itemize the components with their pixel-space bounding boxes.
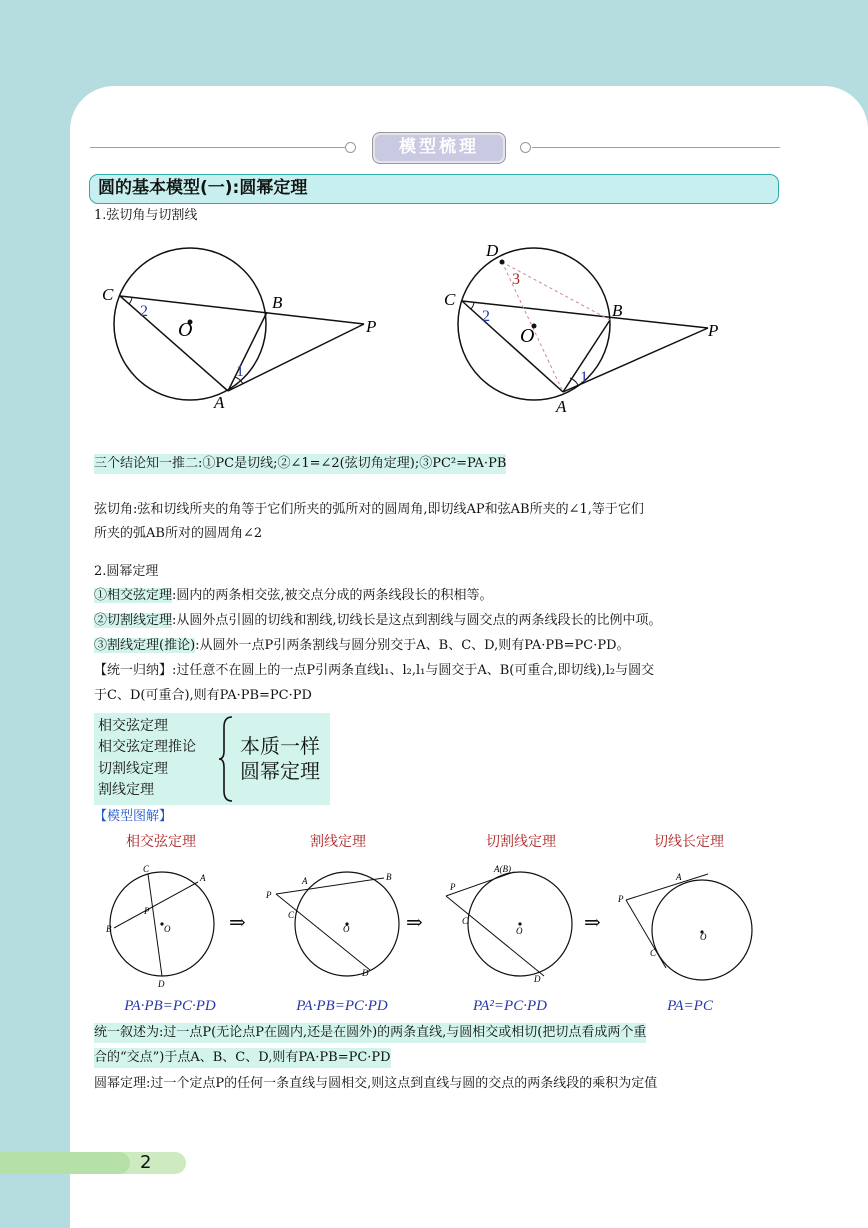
svg-text:C: C <box>650 948 657 958</box>
box-item: 割线定理 <box>98 782 154 798</box>
svg-text:C: C <box>143 864 150 874</box>
chord-tangent-line2: 所夹的弧AB所对的圆周角∠2 <box>94 526 263 541</box>
label-C: C <box>444 290 456 309</box>
svg-text:A: A <box>676 872 682 882</box>
part2-heading: 2.圆幂定理 <box>94 564 159 579</box>
box-item: 切割线定理 <box>98 761 168 777</box>
diagram-intersecting-chords <box>100 862 224 994</box>
diagram-tangent-length <box>614 862 754 994</box>
section-title: 圆的基本模型(一):圆幂定理 <box>89 174 779 204</box>
unify-line1: 【统一归纳】:过任意不在圆上的一点P引两条直线l₁、l₂,l₁与圆交于A、B(可重合,即切线),l₂与圆交 <box>94 663 655 678</box>
item2: ②切割线定理:从圆外点引圆的切线和割线,切线长是这点到割线与圆交点的两条线段长的比例中项。 <box>94 613 662 628</box>
power-theorem-def: 圆幂定理:过一个定点P的任何一条直线与圆相交,则这点到直线与圆的交点的两条线段的乘积为定值 <box>94 1076 658 1091</box>
angle-3: 3 <box>512 271 520 288</box>
figure-chord-tangent-2 <box>440 238 740 418</box>
svg-text:P: P <box>266 890 272 900</box>
label-B: B <box>612 301 623 320</box>
model-title-3: 切割线定理 <box>486 834 556 850</box>
svg-text:C: C <box>288 910 295 920</box>
model-title-2: 割线定理 <box>310 834 366 850</box>
arrow-icon: ⇒ <box>406 910 423 934</box>
summary-line1: 统一叙述为:过一点P(无论点P在圆内,还是在圆外)的两条直线,与圆相交或相切(把切点看成两个重 <box>94 1023 646 1043</box>
part1-heading: 1.弦切角与切割线 <box>94 208 198 223</box>
svg-text:D: D <box>534 974 541 984</box>
angle-1: 1 <box>580 369 588 386</box>
formula-3: PA²=PC·PD <box>473 998 547 1014</box>
svg-text:O: O <box>164 924 171 934</box>
diagram-secants <box>264 862 414 994</box>
label-D: D <box>486 241 499 260</box>
brace-icon <box>218 715 236 803</box>
svg-text:A(B): A(B) <box>494 864 511 874</box>
formula-1: PA·PB=PC·PD <box>124 998 216 1014</box>
label-P: P <box>708 321 719 340</box>
svg-text:A: A <box>200 873 206 883</box>
label-A: A <box>556 397 567 416</box>
label-C: C <box>102 285 114 304</box>
page-bar-inner <box>0 1152 130 1174</box>
svg-text:P: P <box>450 882 456 892</box>
chord-tangent-line1: 弦切角:弦和切线所夹的角等于它们所夹的弧所对的圆周角,即切线AP和弦AB所夹的∠1,等于它们 <box>94 502 644 517</box>
svg-text:P: P <box>144 906 150 916</box>
model-heading: 【模型图解】 <box>94 809 173 824</box>
formula-2: PA·PB=PC·PD <box>296 998 388 1014</box>
box-summary-1: 本质一样 <box>240 734 320 758</box>
unify-line2: 于C、D(可重合),则有PA·PB=PC·PD <box>94 688 312 703</box>
figure-chord-tangent-1 <box>96 240 396 415</box>
arrow-icon: ⇒ <box>584 910 601 934</box>
formula-4: PA=PC <box>667 998 713 1014</box>
svg-text:O: O <box>516 926 523 936</box>
angle-1: 1 <box>236 363 244 380</box>
label-O: O <box>520 325 535 347</box>
item1: ①相交弦定理:圆内的两条相交弦,被交点分成的两条线段长的积相等。 <box>94 588 493 603</box>
angle-2: 2 <box>140 303 148 320</box>
header-badge: 模型梳理 <box>372 132 506 164</box>
summary-box <box>94 713 330 805</box>
section-header <box>90 128 780 168</box>
svg-text:O: O <box>343 924 350 934</box>
label-O: O <box>178 319 193 341</box>
svg-text:A: A <box>302 876 308 886</box>
box-summary-2: 圆幂定理 <box>240 759 320 783</box>
conclusion-text: 三个结论知一推二:①PC是切线;②∠1=∠2(弦切角定理);③PC²=PA·PB <box>94 454 506 474</box>
angle-2: 2 <box>482 308 490 325</box>
svg-text:C: C <box>462 916 469 926</box>
svg-text:B: B <box>106 924 112 934</box>
label-A: A <box>214 393 225 412</box>
svg-text:B: B <box>386 872 392 882</box>
svg-text:D: D <box>158 979 165 989</box>
svg-text:D: D <box>362 968 369 978</box>
item3: ③割线定理(推论):从圆外一点P引两条割线与圆分别交于A、B、C、D,则有PA·PB=PC·PD。 <box>94 638 630 653</box>
box-item: 相交弦定理 <box>98 718 168 734</box>
page-number: 2 <box>140 1152 152 1173</box>
box-item: 相交弦定理推论 <box>98 739 196 755</box>
svg-text:P: P <box>618 894 624 904</box>
summary-line2: 合的“交点”)于点A、B、C、D,则有PA·PB=PC·PD <box>94 1048 391 1068</box>
svg-text:O: O <box>700 932 707 942</box>
model-title-4: 切线长定理 <box>654 834 724 850</box>
model-title-1: 相交弦定理 <box>126 834 196 850</box>
diagram-tangent-secant <box>440 862 580 994</box>
label-P: P <box>366 317 377 336</box>
label-B: B <box>272 293 283 312</box>
arrow-icon: ⇒ <box>229 910 246 934</box>
